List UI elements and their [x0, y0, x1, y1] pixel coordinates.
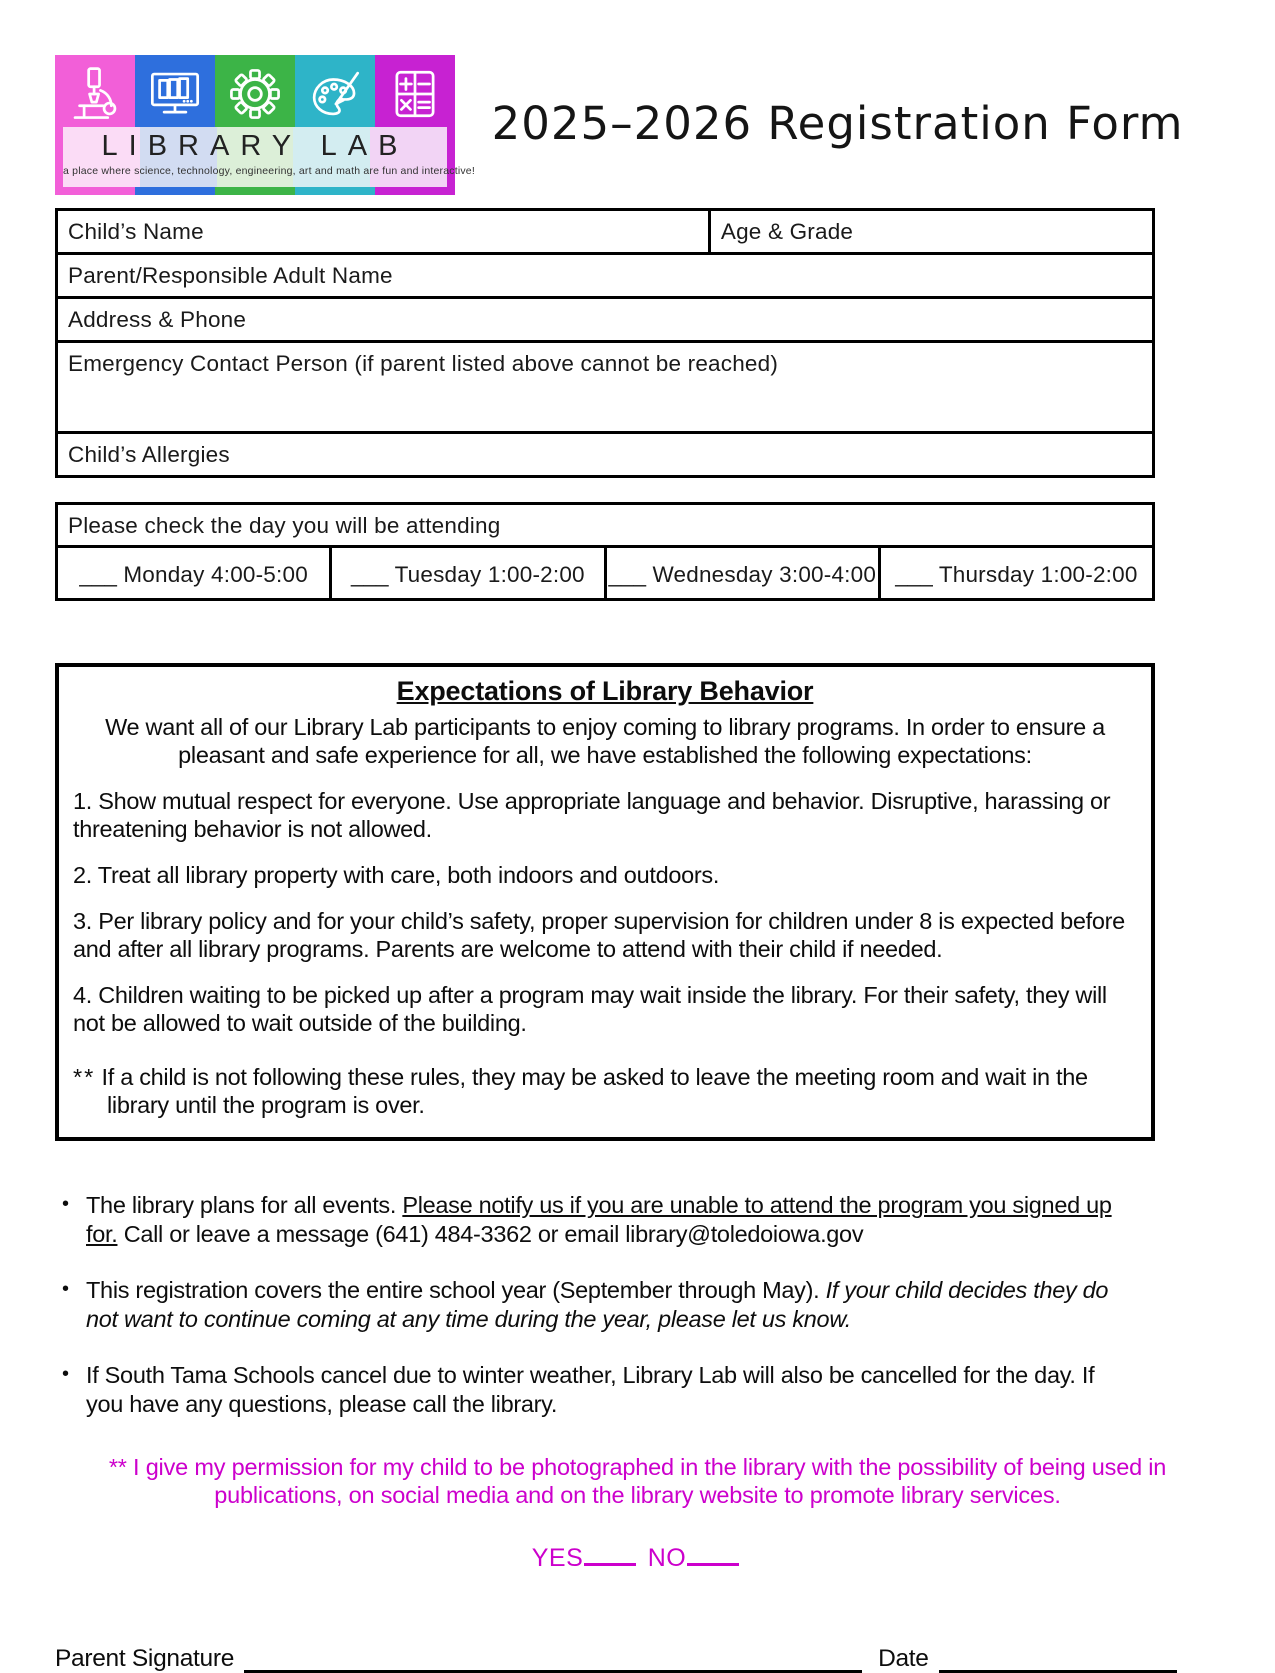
microscope-icon	[66, 63, 124, 125]
list-item	[62, 1276, 1137, 1334]
logo-title: LIBRARY LAB	[101, 130, 409, 162]
expectations-rule-2: 2. Treat all library property with care, both indoors and outdoors.	[73, 862, 720, 888]
address-phone-field[interactable]	[57, 298, 1154, 342]
parent-signature-label: Parent Signature	[55, 1645, 235, 1672]
allergies-label: Child’s Allergies	[68, 442, 230, 467]
list-item	[62, 1361, 1137, 1419]
note-text: If South Tama Schools cancel due to winter weather, Library Lab will also be cancelled for the day. If you have any questions, please call the library.	[86, 1362, 1095, 1417]
bullet-icon: •	[62, 1193, 69, 1215]
photo-permission-block	[108, 1453, 1168, 1572]
day-option-wednesday[interactable]	[605, 547, 879, 600]
table-row	[57, 298, 1154, 342]
table-row	[57, 342, 1154, 433]
parent-name-label: Parent/Responsible Adult Name	[68, 263, 393, 288]
wednesday-checkbox-blank[interactable]: ___	[608, 562, 647, 587]
table-row	[57, 210, 1154, 254]
gear-icon	[226, 63, 284, 125]
palette-icon	[306, 63, 364, 125]
attendance-header-row	[57, 504, 1154, 547]
library-lab-logo	[55, 55, 475, 195]
yes-label: YES	[531, 1544, 584, 1572]
monday-checkbox-blank[interactable]: ___	[79, 562, 117, 587]
asterisks-marker: **	[73, 1064, 96, 1090]
day-option-tuesday[interactable]	[331, 547, 605, 600]
date-line[interactable]	[939, 1644, 1177, 1673]
child-name-label: Child’s Name	[68, 219, 204, 244]
yes-no-row	[108, 1543, 1168, 1572]
logo-band-text	[63, 127, 475, 187]
note-text-underlined: Please notify us if you are unable to attend the program you signed up for.	[86, 1192, 1112, 1247]
tuesday-checkbox-blank[interactable]: ___	[350, 562, 389, 587]
signature-row	[55, 1644, 1220, 1673]
address-phone-label: Address & Phone	[68, 307, 247, 332]
wednesday-label: Wednesday 3:00-4:00	[652, 562, 877, 587]
note-text: Call or leave a message (641) 484-3362 or email library@toledoiowa.gov	[117, 1221, 864, 1247]
notes-list	[62, 1191, 1137, 1419]
emergency-contact-label: Emergency Contact Person (if parent listed above cannot be reached)	[68, 351, 779, 376]
no-label: NO	[647, 1544, 687, 1572]
list-item	[62, 1191, 1137, 1249]
note-text: The library plans for all events.	[86, 1192, 403, 1218]
fields-table	[55, 208, 1155, 478]
attendance-header: Please check the day you will be attending	[57, 504, 1154, 547]
expectations-note	[73, 1063, 1137, 1119]
emergency-contact-field[interactable]	[57, 342, 1154, 433]
expectations-title: Expectations of Library Behavior	[396, 676, 814, 706]
attendance-days-row	[57, 547, 1154, 600]
parent-signature-line[interactable]	[244, 1644, 862, 1673]
table-row	[57, 433, 1154, 477]
no-blank[interactable]	[687, 1543, 739, 1566]
expectations-box	[55, 663, 1155, 1141]
logo-tagline: a place where science, technology, engineering, art and math are fun and interactive!	[63, 165, 475, 177]
yes-blank[interactable]	[584, 1543, 636, 1566]
expectations-intro: We want all of our Library Lab participants to enjoy coming to library programs. In order to ensure a pleasant and safe experience for all, we have established the following expectations:	[105, 714, 1105, 768]
thursday-checkbox-blank[interactable]: ___	[895, 562, 933, 587]
calculator-icon	[386, 63, 444, 125]
child-name-field[interactable]	[57, 210, 710, 254]
parent-name-field[interactable]	[57, 254, 1154, 298]
note-text: This registration covers the entire school year (September through May).	[86, 1277, 826, 1303]
monday-label: Monday 4:00-5:00	[123, 562, 308, 587]
expectations-rule-1: 1. Show mutual respect for everyone. Use appropriate language and behavior. Disruptive, harassing or threatening behavior is not allowed.	[73, 788, 1111, 842]
date-label: Date	[878, 1645, 929, 1672]
day-option-thursday[interactable]	[879, 547, 1153, 600]
age-grade-label: Age & Grade	[720, 219, 854, 244]
expectations-rule-4: 4. Children waiting to be picked up after a program may wait inside the library. For their safety, they will not be allowed to wait outside of the building.	[73, 982, 1107, 1036]
bullet-icon: •	[62, 1278, 69, 1300]
table-row	[57, 254, 1154, 298]
note-text-italic: If your child decides they do not want to continue coming at any time during the year, please let us know.	[86, 1277, 1109, 1332]
thursday-label: Thursday 1:00-2:00	[938, 562, 1138, 587]
logo-band	[63, 127, 475, 187]
tuesday-label: Tuesday 1:00-2:00	[394, 562, 585, 587]
age-grade-field[interactable]	[709, 210, 1153, 254]
computer-icon	[146, 63, 204, 125]
photo-permission-text: ** I give my permission for my child to be photographed in the library with the possibility of being used in publications, on social media and on the library website to promote library services.	[108, 1454, 1167, 1508]
expectations-note-text: If a child is not following these rules, they may be asked to leave the meeting room and wait in the library until the program is over.	[101, 1064, 1088, 1118]
day-option-monday[interactable]	[57, 547, 331, 600]
attendance-table	[55, 502, 1155, 601]
allergies-field[interactable]	[57, 433, 1154, 477]
header	[0, 0, 1275, 195]
bullet-icon: •	[62, 1363, 69, 1385]
expectations-rule-3: 3. Per library policy and for your child’s safety, proper supervision for children under 8 is expected before and after all library programs. Parents are welcome to attend with their child if needed.	[73, 908, 1125, 962]
page-title: 2025–2026 Registration Form	[491, 97, 1184, 150]
